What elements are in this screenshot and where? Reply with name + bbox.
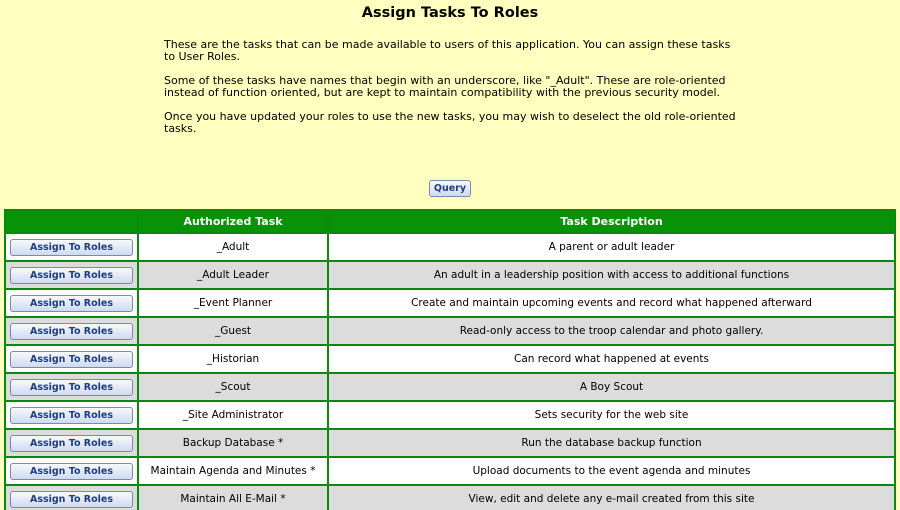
task-description-cell: A Boy Scout: [328, 373, 895, 401]
assign-to-roles-button[interactable]: Assign To Roles: [10, 379, 133, 396]
table-row: [5, 457, 895, 485]
table-body: [5, 233, 895, 510]
authorized-task-cell: _Adult Leader: [138, 261, 328, 289]
task-description-cell: Run the database backup function: [328, 429, 895, 457]
intro-paragraph-1: These are the tasks that can be made available to users of this application. You can assign these tasks to User Roles.: [164, 38, 731, 63]
header-authorized-task: Authorized Task: [138, 210, 328, 233]
assign-cell: [5, 345, 138, 373]
assign-to-roles-button[interactable]: Assign To Roles: [10, 267, 133, 284]
table-row: [5, 289, 895, 317]
task-description-cell: Read-only access to the troop calendar and photo gallery.: [328, 317, 895, 345]
tasks-table: [4, 209, 896, 510]
intro-paragraph-3: Once you have updated your roles to use the new tasks, you may wish to deselect the old role-oriented tasks.: [164, 110, 736, 135]
page-title: Assign Tasks To Roles: [361, 5, 539, 21]
assign-to-roles-button[interactable]: Assign To Roles: [10, 323, 133, 340]
table-row: [5, 373, 895, 401]
assign-cell: [5, 429, 138, 457]
assign-to-roles-button[interactable]: Assign To Roles: [10, 491, 133, 508]
table-row: [5, 317, 895, 345]
assign-to-roles-button[interactable]: Assign To Roles: [10, 407, 133, 424]
authorized-task-cell: _Site Administrator: [138, 401, 328, 429]
assign-to-roles-button[interactable]: Assign To Roles: [10, 435, 133, 452]
assign-cell: [5, 485, 138, 510]
assign-cell: [5, 317, 138, 345]
intro-paragraph-2: Some of these tasks have names that begin with an underscore, like "_Adult". These are role-oriented instead of function oriented, but are kept to maintain compatibility with the previous security model.: [164, 74, 726, 99]
authorized-task-cell: _Adult: [138, 233, 328, 261]
task-description-cell: Can record what happened at events: [328, 345, 895, 373]
authorized-task-cell: Maintain All E-Mail *: [138, 485, 328, 510]
task-description-cell: View, edit and delete any e-mail created from this site: [328, 485, 895, 510]
assign-cell: [5, 373, 138, 401]
assign-to-roles-button[interactable]: Assign To Roles: [10, 239, 133, 256]
assign-cell: [5, 233, 138, 261]
table-row: [5, 345, 895, 373]
assign-cell: [5, 457, 138, 485]
query-button[interactable]: Query: [429, 180, 471, 197]
task-description-cell: A parent or adult leader: [328, 233, 895, 261]
task-description-cell: An adult in a leadership position with access to additional functions: [328, 261, 895, 289]
authorized-task-cell: _Event Planner: [138, 289, 328, 317]
table-row: [5, 429, 895, 457]
table-row: [5, 261, 895, 289]
header-actions: [5, 210, 138, 233]
authorized-task-cell: Maintain Agenda and Minutes *: [138, 457, 328, 485]
task-description-cell: Create and maintain upcoming events and record what happened afterward: [328, 289, 895, 317]
assign-cell: [5, 401, 138, 429]
authorized-task-cell: _Historian: [138, 345, 328, 373]
assign-to-roles-button[interactable]: Assign To Roles: [10, 463, 133, 480]
table-row: [5, 485, 895, 510]
table-row: [5, 233, 895, 261]
table-header-row: [5, 210, 895, 233]
header-task-description: Task Description: [328, 210, 895, 233]
assign-to-roles-button[interactable]: Assign To Roles: [10, 295, 133, 312]
authorized-task-cell: Backup Database *: [138, 429, 328, 457]
task-description-cell: Upload documents to the event agenda and minutes: [328, 457, 895, 485]
authorized-task-cell: _Scout: [138, 373, 328, 401]
assign-cell: [5, 289, 138, 317]
table-row: [5, 401, 895, 429]
intro-text: [164, 39, 744, 147]
assign-to-roles-button[interactable]: Assign To Roles: [10, 351, 133, 368]
authorized-task-cell: _Guest: [138, 317, 328, 345]
task-description-cell: Sets security for the web site: [328, 401, 895, 429]
assign-cell: [5, 261, 138, 289]
